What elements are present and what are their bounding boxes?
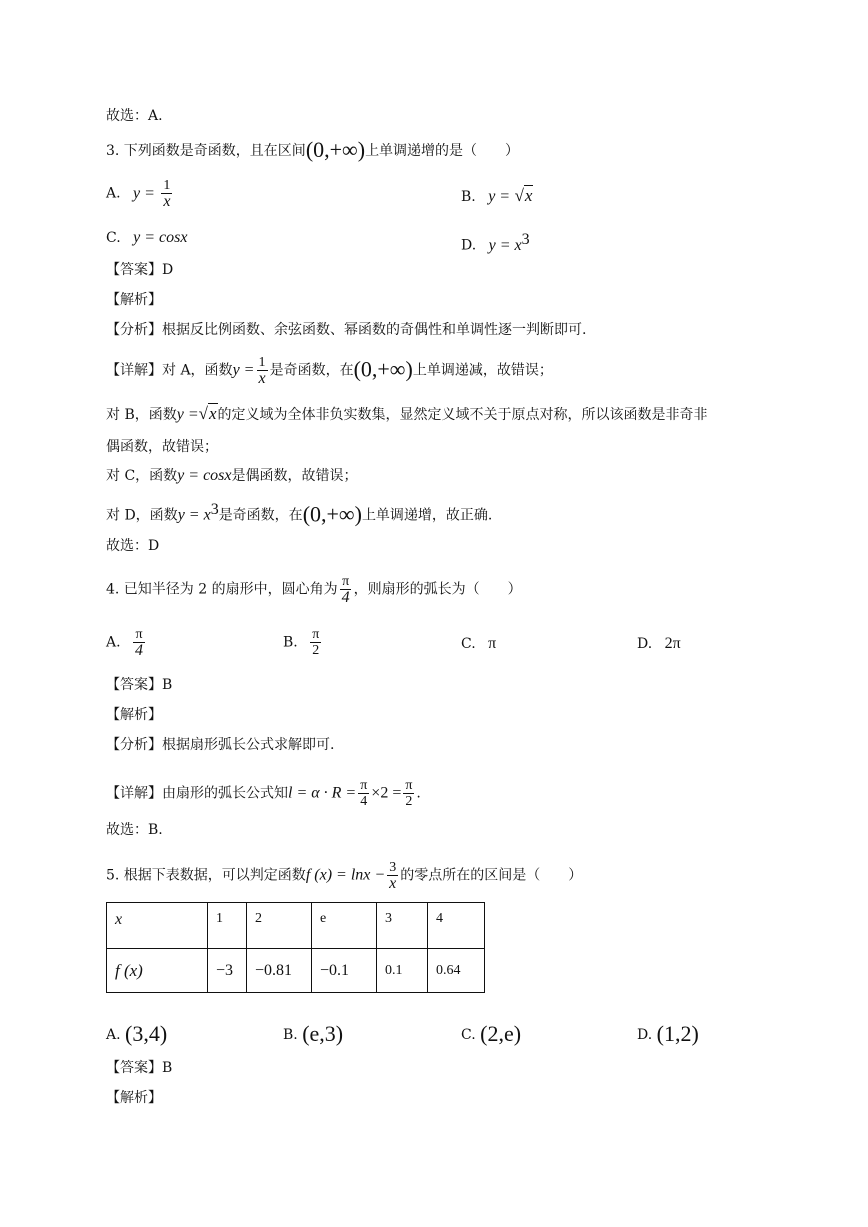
frac-num: π [405, 778, 413, 793]
option-label: C. [461, 1027, 476, 1043]
detail-text: 是偶函数，故错误； [231, 468, 358, 484]
detail-lhs: y = x [177, 506, 211, 524]
q5-option-c [461, 1021, 522, 1046]
q3-detail-d [106, 500, 492, 526]
stem-text: ，则扇形的弧长为（ ） [353, 581, 522, 598]
q5-option-d [637, 1021, 699, 1046]
frac-den: x [389, 875, 397, 892]
q4-stem [106, 574, 522, 605]
q4-answer: 【答案】B [106, 677, 173, 693]
option-label: C. [461, 636, 476, 652]
option-value: (3,4) [125, 1021, 168, 1046]
detail-text: 对 C，函数 [106, 468, 178, 484]
sqrt-expression: √x [514, 186, 533, 205]
stem-text: 的零点所在的区间是（ ） [400, 867, 583, 884]
detail-text: 上单调递增，故正确. [361, 507, 493, 524]
option-label: B. [283, 634, 298, 651]
table-header-row [107, 903, 485, 949]
option-label: B. [461, 189, 476, 205]
detail-lhs: y = [176, 406, 199, 423]
frac-num: π [342, 574, 350, 589]
detail-text: 【详解】由扇形的弧长公式知 [106, 785, 288, 802]
frac-den: x [163, 193, 171, 210]
detail-expr: y = cosx [177, 467, 232, 484]
q3-stem-text-a: 3. 下列函数是奇函数，且在区间 [106, 143, 306, 159]
frac-den: 2 [312, 643, 320, 658]
option-label: C. [106, 230, 121, 246]
stem-text: 4. 已知半径为 2 的扇形中，圆心角为 [106, 581, 338, 598]
frac-num: π [312, 627, 320, 642]
option-value: (2,e) [480, 1021, 522, 1046]
q4-fenxi: 【分析】根据扇形弧长公式求解即可. [106, 737, 335, 753]
option-b-lhs: y = [488, 188, 511, 205]
func-fraction [387, 860, 398, 891]
q4-option-d [637, 634, 681, 654]
table-cell: e [312, 903, 377, 949]
table-cell: 1 [208, 903, 247, 949]
frac-num: π [135, 627, 143, 642]
frac-num: 1 [163, 178, 171, 193]
detail-mid: ×2 = [371, 784, 402, 802]
detail-exponent: 3 [210, 501, 219, 518]
frac-den: 4 [341, 589, 350, 606]
option-value: 2π [664, 635, 681, 652]
table-cell: −3 [208, 949, 247, 993]
detail-interval: (0,+∞) [302, 501, 362, 527]
q3-option-d [461, 230, 530, 256]
option-label: A. [106, 634, 121, 651]
detail-text: 对 B，函数 [106, 407, 177, 423]
option-value: π [488, 635, 497, 652]
q3-interval: (0,+∞) [305, 137, 366, 162]
detail-text: 是奇函数，在 [269, 362, 354, 379]
option-label: A. [106, 185, 121, 202]
q3-stem [106, 137, 520, 162]
stem-text: 5. 根据下表数据，可以判定函数 [106, 867, 306, 884]
func-expr: f (x) = lnx − [305, 866, 386, 884]
detail-text: 是奇函数，在 [218, 507, 303, 524]
frac-num: 3 [389, 860, 397, 875]
q5-option-b [283, 1021, 344, 1046]
detail-text: 【详解】对 A，函数 [106, 362, 233, 379]
q4-conclusion: 故选：B. [106, 822, 163, 838]
detail-fraction [256, 355, 267, 386]
sqrt-expression: √x [198, 404, 217, 423]
q3-stem-text-b: 上单调递增的是（ ） [365, 143, 520, 159]
sqrt-radicand: x [524, 186, 533, 205]
detail-lhs: y = [232, 361, 255, 379]
q2-conclusion: 故选：A. [106, 108, 163, 124]
option-a-fraction [161, 178, 172, 209]
frac-den: x [258, 370, 266, 387]
option-label: B. [283, 1027, 298, 1043]
table-cell: x [107, 903, 208, 949]
option-label: D. [637, 1027, 653, 1043]
detail-text: 的定义域为全体非负实数集，显然定义域不关于原点对称，所以该函数是非奇非 [217, 407, 708, 423]
option-fraction [133, 627, 145, 658]
table-cell: 4 [428, 903, 485, 949]
q5-analysis-tag: 【解析】 [106, 1090, 162, 1106]
q4-detail [106, 778, 421, 809]
detail-text: 上单调递减，故错误； [412, 362, 553, 379]
option-label: A. [106, 1027, 121, 1043]
q3-option-a [106, 178, 174, 209]
q5-option-a [106, 1021, 168, 1046]
table-row [107, 949, 485, 993]
option-fraction [310, 627, 321, 658]
q3-detail-a [106, 355, 553, 386]
table-cell: 0.1 [377, 949, 428, 993]
option-value: (1,2) [656, 1021, 699, 1046]
detail-fraction [403, 778, 414, 809]
option-label: D. [637, 636, 653, 652]
option-a-lhs: y = [133, 184, 155, 202]
option-label: D. [461, 237, 477, 254]
q3-detail-b-cont: 偶函数，故错误； [106, 439, 218, 455]
q4-option-c [461, 634, 496, 654]
option-d-lhs: y = x [488, 236, 522, 254]
detail-text: 对 D，函数 [106, 507, 178, 524]
frac-num: 1 [258, 355, 266, 370]
q3-option-c [106, 228, 187, 248]
stem-fraction [340, 574, 352, 605]
detail-text: . [416, 785, 421, 802]
q5-answer: 【答案】B [106, 1060, 173, 1076]
table-cell: f (x) [107, 949, 208, 993]
q3-detail-b [106, 404, 708, 425]
sqrt-radicand: x [209, 404, 217, 423]
q4-analysis-tag: 【解析】 [106, 707, 162, 723]
q3-option-b [461, 186, 533, 207]
option-d-exponent: 3 [521, 231, 530, 248]
frac-den: 4 [360, 794, 368, 809]
table-cell: −0.81 [247, 949, 312, 993]
detail-expr: l = α · R = [288, 784, 357, 802]
q5-stem [106, 860, 582, 891]
q3-analysis-tag: 【解析】 [106, 292, 162, 308]
q3-fenxi: 【分析】根据反比例函数、余弦函数、幂函数的奇偶性和单调性逐一判断即可. [106, 322, 587, 338]
q3-answer: 【答案】D [106, 262, 174, 278]
option-c-expr: y = cosx [133, 229, 188, 246]
table-cell: 3 [377, 903, 428, 949]
q4-option-a [106, 627, 147, 658]
option-value: (e,3) [302, 1021, 344, 1046]
frac-den: 2 [405, 794, 413, 809]
frac-num: π [360, 778, 368, 793]
frac-den: 4 [135, 642, 144, 659]
detail-fraction [358, 778, 369, 809]
table-cell: −0.1 [312, 949, 377, 993]
q3-detail-c [106, 466, 358, 486]
q4-option-b [283, 627, 323, 658]
table-cell: 0.64 [428, 949, 485, 993]
q3-conclusion: 故选：D [106, 538, 160, 554]
value-table [106, 902, 485, 993]
detail-interval: (0,+∞) [353, 356, 413, 382]
table-cell: 2 [247, 903, 312, 949]
